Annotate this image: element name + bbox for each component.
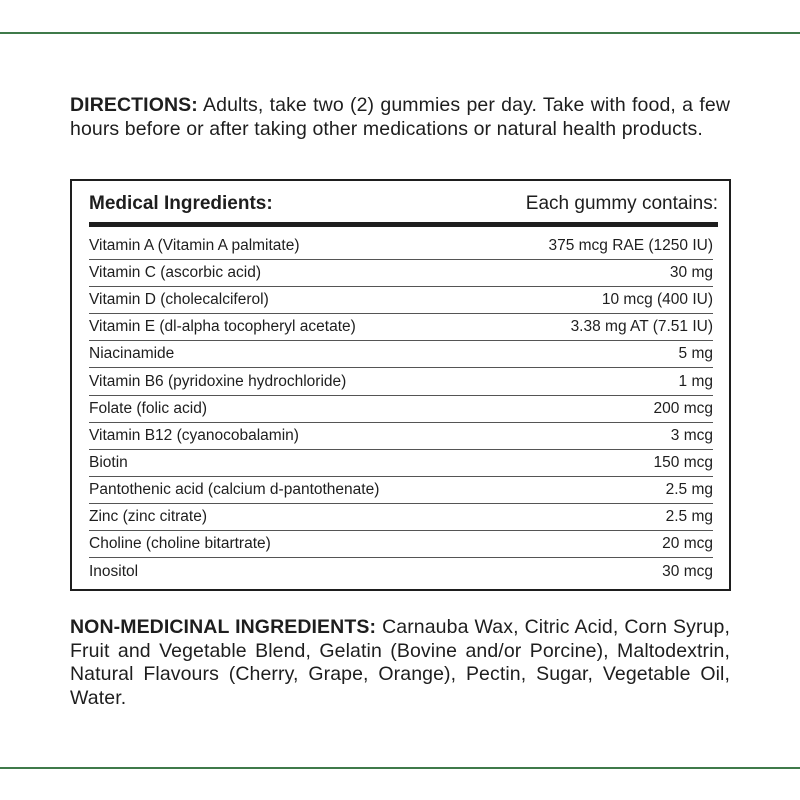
ingredient-row [89,531,713,558]
ingredient-name: Vitamin C (ascorbic acid) [89,264,261,282]
ingredient-name: Folate (folic acid) [89,399,208,417]
ingredient-amount: 30 mcg [662,562,713,580]
ingredient-name: Biotin [89,453,128,471]
ingredient-amount: 2.5 mg [665,480,713,498]
ingredient-row [89,368,713,395]
ingredient-name: Choline (choline bitartrate) [89,535,271,553]
directions-label: DIRECTIONS: [70,94,198,116]
ingredient-row [89,396,713,423]
ingredient-name: Niacinamide [89,345,175,363]
ingredient-amount: 150 mcg [653,453,713,471]
ingredient-row [89,233,713,260]
ingredient-name: Inositol [89,562,139,580]
ingredient-name: Vitamin D (cholecalciferol) [89,291,269,309]
header-divider [89,222,718,227]
ingredient-amount: 200 mcg [653,399,713,417]
ingredient-amount: 5 mg [678,345,713,363]
ingredient-name: Vitamin B6 (pyridoxine hydrochloride) [89,372,347,390]
ingredient-amount: 10 mcg (400 IU) [601,291,713,309]
medical-ingredients-table [70,179,731,591]
ingredient-row [89,260,713,287]
ingredient-amount: 30 mg [669,264,713,282]
ingredient-amount: 3 mcg [670,426,713,444]
ingredients-title: Medical Ingredients: [89,193,273,214]
ingredient-row [89,314,713,341]
ingredient-row [89,504,713,531]
ingredient-name: Vitamin A (Vitamin A palmitate) [89,237,300,255]
ingredient-row [89,341,713,368]
ingredient-amount: 2.5 mg [665,507,713,525]
directions-paragraph [70,94,730,141]
ingredient-row [89,423,713,450]
top-divider [0,32,800,34]
ingredient-amount: 20 mcg [662,535,713,553]
per-gummy-label: Each gummy contains: [525,193,718,214]
ingredient-amount: 1 mg [678,372,713,390]
ingredient-amount: 375 mcg RAE (1250 IU) [548,237,713,255]
non-medicinal-text: Carnauba Wax, Citric Acid, Corn Syrup, Fruit and Vegetable Blend, Gelatin (Bovine and/or Porcine), Maltodextrin, Natural Flavours (Cherry, Grape, Orange), Pectin, Sugar, Vegetable Oil, Water. [70,616,730,709]
ingredient-amount: 3.38 mg AT (7.51 IU) [570,318,713,336]
directions-text: Adults, take two (2) gummies per day. Take with food, a few hours before or after taking other medications or natural health products. [70,94,730,140]
ingredients-list [89,233,713,585]
ingredient-name: Pantothenic acid (calcium d-pantothenate) [89,480,380,498]
ingredient-name: Vitamin E (dl-alpha tocopheryl acetate) [89,318,356,336]
ingredient-name: Zinc (zinc citrate) [89,507,207,525]
ingredients-header [89,192,718,216]
non-medicinal-paragraph [70,616,730,710]
ingredient-row [89,477,713,504]
non-medicinal-label: NON-MEDICINAL INGREDIENTS: [70,616,377,638]
ingredient-row [89,450,713,477]
ingredient-row [89,558,713,585]
ingredient-name: Vitamin B12 (cyanocobalamin) [89,426,299,444]
ingredient-row [89,287,713,314]
bottom-divider [0,767,800,769]
